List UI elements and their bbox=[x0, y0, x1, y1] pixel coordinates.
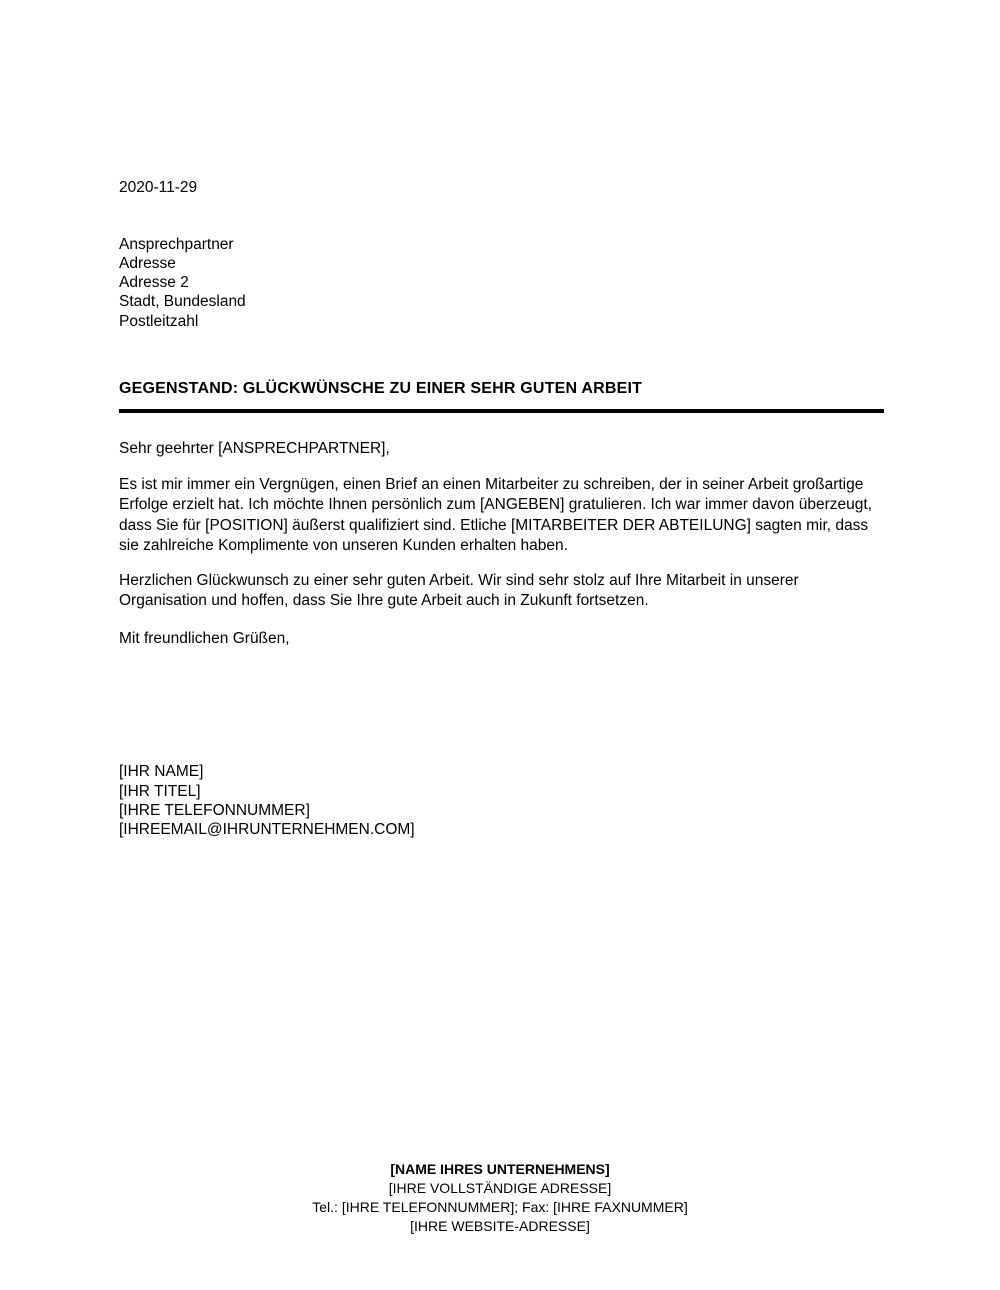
footer-phone-fax: Tel.: [IHRE TELEFONNUMMER]; Fax: [IHRE FAXNUMMER] bbox=[312, 1199, 688, 1215]
body-paragraph-2: Herzlichen Glückwunsch zu einer sehr guten Arbeit. Wir sind sehr stolz auf Ihre Mitarbeit in unserer Organisation und hoffen, dass Sie Ihre gute Arbeit auch in Zukunft fortsetzen. bbox=[119, 571, 799, 610]
footer-website: [IHRE WEBSITE-ADRESSE] bbox=[410, 1218, 590, 1234]
recipient-block bbox=[119, 235, 884, 331]
body-paragraph-1: Es ist mir immer ein Vergnügen, einen Brief an einen Mitarbeiter zu schreiben, der in seiner Arbeit großartige Erfolge erzielt hat. Ich möchte Ihnen persönlich zum [ANGEBEN] gratulieren. Ich war immer davon überzeugt, dass Sie für [POSITION] äußerst qualifiziert sind. Etliche [MITARBEITER DER ABTEILUNG] sagten mir, dass sie zahlreiche Komplimente von unseren Kunden erhalten haben. bbox=[119, 475, 872, 555]
subject-divider bbox=[119, 409, 884, 413]
letter-date: 2020-11-29 bbox=[119, 179, 198, 196]
letter-footer bbox=[0, 1160, 1000, 1236]
signature-name-line: [IHR NAME] bbox=[119, 763, 204, 781]
salutation: Sehr geehrter [ANSPRECHPARTNER], bbox=[119, 440, 390, 458]
footer-company-name: [NAME IHRES UNTERNEHMENS] bbox=[390, 1161, 610, 1177]
signature-title-line: [IHR TITEL] bbox=[119, 782, 201, 800]
recipient-postal-code-line: Postleitzahl bbox=[119, 312, 199, 330]
closing: Mit freundlichen Grüßen, bbox=[119, 629, 290, 647]
recipient-address-line: Adresse bbox=[119, 254, 176, 272]
signature-phone-line: [IHRE TELEFONNUMMER] bbox=[119, 802, 310, 820]
signature-block bbox=[119, 762, 884, 839]
recipient-city-state-line: Stadt, Bundesland bbox=[119, 293, 246, 311]
signature-email-line: [IHREEMAIL@IHRUNTERNEHMEN.COM] bbox=[119, 821, 415, 839]
recipient-contact-line: Ansprechpartner bbox=[119, 235, 234, 253]
subject-line: GEGENSTAND: GLÜCKWÜNSCHE ZU EINER SEHR GUTEN ARBEIT bbox=[119, 379, 643, 397]
recipient-address2-line: Adresse 2 bbox=[119, 274, 189, 292]
footer-company-address: [IHRE VOLLSTÄNDIGE ADRESSE] bbox=[388, 1180, 612, 1196]
